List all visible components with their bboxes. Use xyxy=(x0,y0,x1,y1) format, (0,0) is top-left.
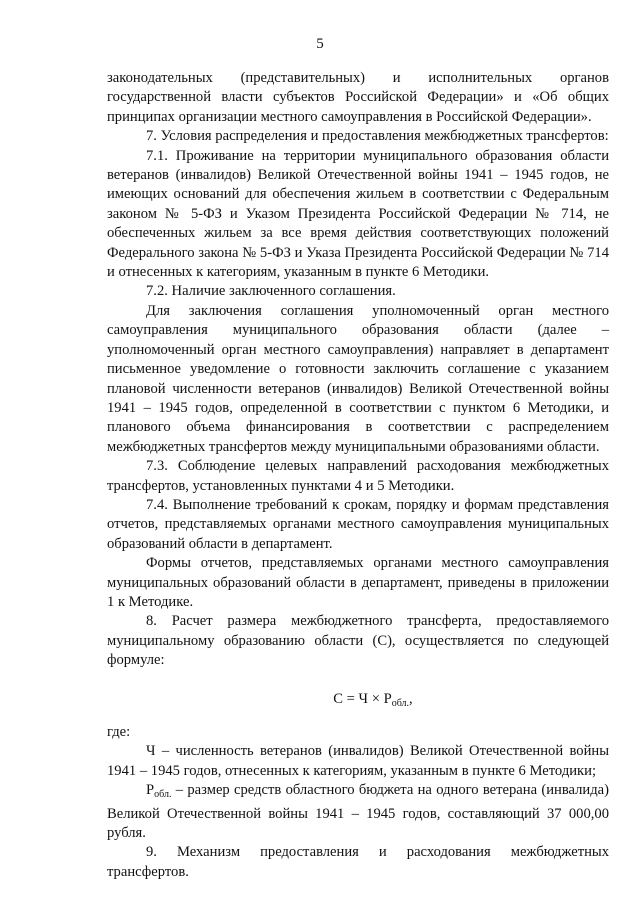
paragraph-where: где: xyxy=(107,724,131,740)
paragraph-7-4: 7.4. Выполнение требований к срокам, порядку и формам представления отчетов, представляемых органами местного самоуправления муниципальных образований области в департамент. xyxy=(107,496,609,552)
paragraph-7-2: 7.2. Наличие заключенного соглашения. xyxy=(146,283,396,300)
paragraph-section-9: 9. Механизм предоставления и расходования межбюджетных трансфертов. xyxy=(107,844,609,880)
formula-lhs: С = Ч × P xyxy=(333,690,392,707)
paragraph-7-3: 7.3. Соблюдение целевых направлений расходования межбюджетных трансфертов, установленных пунктами 4 и 5 Методики. xyxy=(107,458,609,494)
paragraph-definition-p xyxy=(107,781,609,843)
paragraph-report-forms: Формы отчетов, представляемых органами местного самоуправления муниципальных образований области в департамент, приведены в приложении 1 к Методике. xyxy=(107,555,609,610)
formula xyxy=(107,690,609,713)
paragraph-section-7: 7. Условия распределения и предоставления межбюджетных трансфертов: xyxy=(146,128,609,145)
document-body xyxy=(107,69,609,882)
definition-subscript: обл. xyxy=(154,789,172,801)
paragraph-agreement: Для заключения соглашения уполномоченный орган местного самоуправления муниципального образования области (далее – уполномоченный орган местного самоуправления) направляет в департамент письменное уведомление о готовности заключить соглашение с указанием плановой численности ветеранов (инвалидов) Великой Отечественной войны 1941 – 1945 годов, определенной в соответствии с пунктом 6 Методики, и планового объема финансирования в соответствии с распределением межбюджетных трансфертов между муниципальными образованиями области. xyxy=(107,302,609,455)
formula-tail: , xyxy=(409,690,413,707)
paragraph-7-1: 7.1. Проживание на территории муниципального образования области ветеранов (инвалидов) Великой Отечественной войны 1941 – 1945 годов, не имеющих оснований для обеспечения жильем в соответствии с Федеральным законом № 5-ФЗ и Указом Президента Российской Федерации № 714, не обеспеченных жильем за все время действия соответствующих положений Федерального закона № 5-ФЗ и Указа Президента Российской Федерации № 714 и отнесенных к категориям, указанным в пункте 6 Методики. xyxy=(107,147,609,281)
formula-subscript: обл. xyxy=(391,697,410,709)
definition-text: – размер средств областного бюджета на одного ветерана (инвалида) Великой Отечественной войны 1941 – 1945 годов, составляющий 37 000,00 рубля. xyxy=(107,782,609,842)
paragraph-continuation: законодательных (представительных) и исполнительных органов государственной власти субъектов Российской Федерации» и «Об общих принципах организации местного самоуправления в Российской Федерации». xyxy=(107,70,609,125)
paragraph-section-8: 8. Расчет размера межбюджетного трансферта, предоставляемого муниципальному образованию области (С), осуществляется по следующей формуле: xyxy=(107,613,609,669)
paragraph-definition-ch: Ч – численность ветеранов (инвалидов) Великой Отечественной войны 1941 – 1945 годов, отнесенных к категориям, указанным в пункте 6 Методики; xyxy=(107,743,609,779)
definition-symbol: P xyxy=(146,782,155,799)
page-number: 5 xyxy=(316,36,324,52)
